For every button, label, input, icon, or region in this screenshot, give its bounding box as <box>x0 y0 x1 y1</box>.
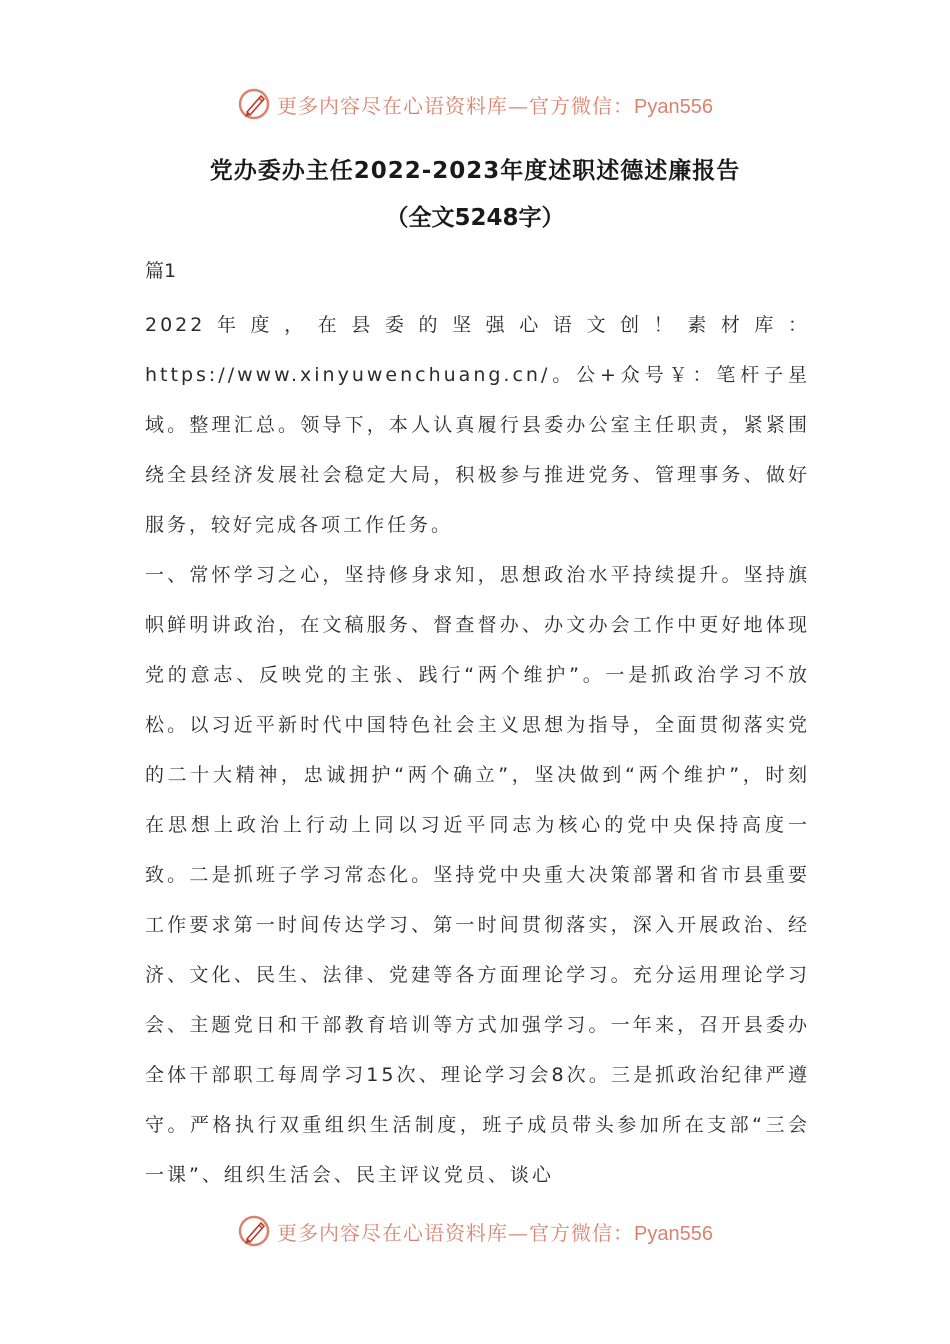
document-title: 党办委办主任2022-2023年度述职述德述廉报告 <box>209 158 741 184</box>
document-body <box>145 300 810 1200</box>
watermark-banner-bottom <box>0 1211 950 1251</box>
pen-logo-icon <box>237 1213 273 1249</box>
paragraph-intro: 2022年度，在县委的坚强心语文创！素材库：https://www.xinyuwenchuang.cn/。公+众号￥：笔杆子星域。整理汇总。领导下，本人认真履行县委办公室主任职责，紧紧围绕全县经济发展社会稳定大局，积极参与推进党务、管理事务、做好服务，较好完成各项工作任务。 <box>145 314 810 536</box>
section-label: 篇1 <box>145 260 177 282</box>
watermark-text: 更多内容尽在心语资料库—官方微信：Pyan556 <box>277 1220 713 1245</box>
pen-logo-icon <box>237 86 273 122</box>
paragraph-section-one: 一、常怀学习之心，坚持修身求知，思想政治水平持续提升。坚持旗帜鲜明讲政治，在文稿服务、督查督办、办文办会工作中更好地体现党的意志、反映党的主张、践行“两个维护”。一是抓政治学习不放松。以习近平新时代中国特色社会主义思想为指导，全面贯彻落实党的二十大精神，忠诚拥护“两个确立”，坚决做到“两个维护”，时刻在思想上政治上行动上同以习近平同志为核心的党中央保持高度一致。二是抓班子学习常态化。坚持党中央重大决策部署和省市县重要工作要求第一时间传达学习、第一时间贯彻落实，深入开展政治、经济、文化、民生、法律、党建等各方面理论学习。充分运用理论学习会、主题党日和干部教育培训等方式加强学习。一年来，召开县委办全体干部职工每周学习15次、理论学习会8次。三是抓政治纪律严遵守。严格执行双重组织生活制度，班子成员带头参加所在支部“三会一课”、组织生活会、民主评议党员、谈心 <box>145 564 810 1186</box>
watermark-text: 更多内容尽在心语资料库—官方微信：Pyan556 <box>277 93 713 118</box>
watermark-banner-top <box>0 84 950 124</box>
document-subtitle: （全文5248字） <box>385 205 565 231</box>
